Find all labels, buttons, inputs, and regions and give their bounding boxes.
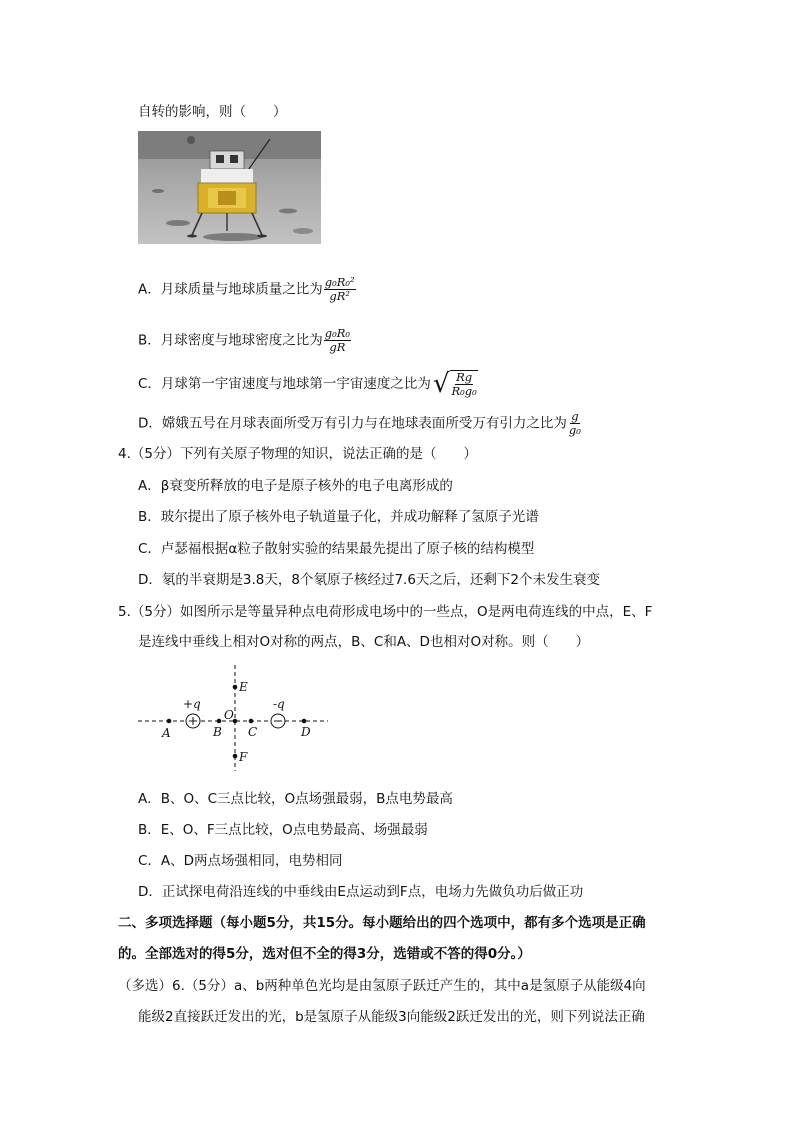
- label-d: D: [301, 725, 311, 739]
- point-f: [233, 754, 238, 759]
- q3-stem-tail: 自转的影响，则（ ）: [138, 104, 287, 120]
- section2-heading-line1: 二、多项选择题（每小题5分，共15分。每小题给出的四个选项中，都有多个选项是正确: [118, 915, 646, 931]
- q4-option-c: C．卢瑟福根据α粒子散射实验的结果最先提出了原子核的结构模型: [138, 541, 535, 557]
- point-a: [167, 719, 172, 724]
- q3-option-d: D．嫦娥五号在月球表面所受万有引力与在地球表面所受万有引力之比为 $\frac{g}{\text{g₀}}$: [138, 409, 581, 437]
- section2-heading-line2: 的。全部选对的得5分，选对但不全的得3分，选错或不答的得0分。）: [118, 946, 531, 962]
- fraction: $\frac{g}{\text{g₀}}$: [568, 409, 581, 437]
- q5-stem-line2: 是连线中垂线上相对O对称的两点，B、C和A、D也相对O对称。则（ ）: [138, 634, 590, 650]
- label-plus-q: +q: [183, 697, 201, 711]
- label-e: E: [239, 680, 248, 694]
- q3-option-b: B．月球密度与地球密度之比为 $\frac{\text{g₀R₀}}{gR}$: [138, 326, 351, 354]
- point-d: [302, 719, 307, 724]
- fraction: $\frac{\text{g₀R₀²}}{\text{gR²}}$: [324, 275, 355, 303]
- q6-stem-line1: （多选）6.（5分）a、b两种单色光均是由氢原子跃迁产生的，其中a是氢原子从能级4向: [118, 978, 646, 994]
- charges-diagram: [138, 663, 338, 773]
- point-b: [217, 719, 222, 724]
- label-c: C: [248, 725, 258, 739]
- q5-stem-line1: 5.（5分）如图所示是等量异种点电荷形成电场中的一些点，O是两电荷连线的中点，E、F: [118, 604, 653, 620]
- q4-option-d: D．氡的半衰期是3.8天，8个氡原子核经过7.6天之后，还剩下2个未发生衰变: [138, 572, 601, 588]
- q4-option-a: A．β衰变所释放的电子是原子核外的电子电离形成的: [138, 478, 453, 494]
- q5-option-d: D．正试探电荷沿连线的中垂线由E点运动到F点，电场力先做负功后做正功: [138, 884, 584, 900]
- point-e: [233, 685, 238, 690]
- q5-option-b: B．E、O、F三点比较，O点电势最高、场强最弱: [138, 822, 428, 838]
- square-root: √ $\frac{Rg}{\text{R₀g₀}}$: [432, 369, 477, 399]
- q5-option-c: C．A、D两点场强相同，电势相同: [138, 853, 343, 869]
- label-o: O: [224, 708, 234, 722]
- label-a: A: [162, 726, 171, 740]
- fraction: $\frac{Rg}{\text{R₀g₀}}$: [451, 370, 477, 398]
- q4-stem: 4.（5分）下列有关原子物理的知识，说法正确的是（ ）: [118, 446, 477, 462]
- q3-option-c: C．月球第一宇宙速度与地球第一宇宙速度之比为 √ $\frac{Rg}{\text{R₀g₀}}$: [138, 369, 477, 399]
- q4-option-b: B．玻尔提出了原子核外电子轨道量子化，并成功解释了氢原子光谱: [138, 509, 539, 525]
- label-f: F: [239, 750, 248, 764]
- point-c: [249, 719, 254, 724]
- lander-photo: [138, 131, 321, 244]
- q6-stem-line2: 能级2直接跃迁发出的光，b是氢原子从能级3向能级2跃迁发出的光，则下列说法正确: [138, 1009, 645, 1025]
- q3-option-a: A．月球质量与地球质量之比为 $\frac{\text{g₀R₀²}}{\text{gR²}}$: [138, 275, 355, 303]
- fraction: $\frac{\text{g₀R₀}}{gR}$: [324, 326, 351, 354]
- label-minus-q: -q: [273, 697, 285, 711]
- q5-option-a: A．B、O、C三点比较，O点场强最弱，B点电势最高: [138, 791, 453, 807]
- label-b: B: [213, 725, 222, 739]
